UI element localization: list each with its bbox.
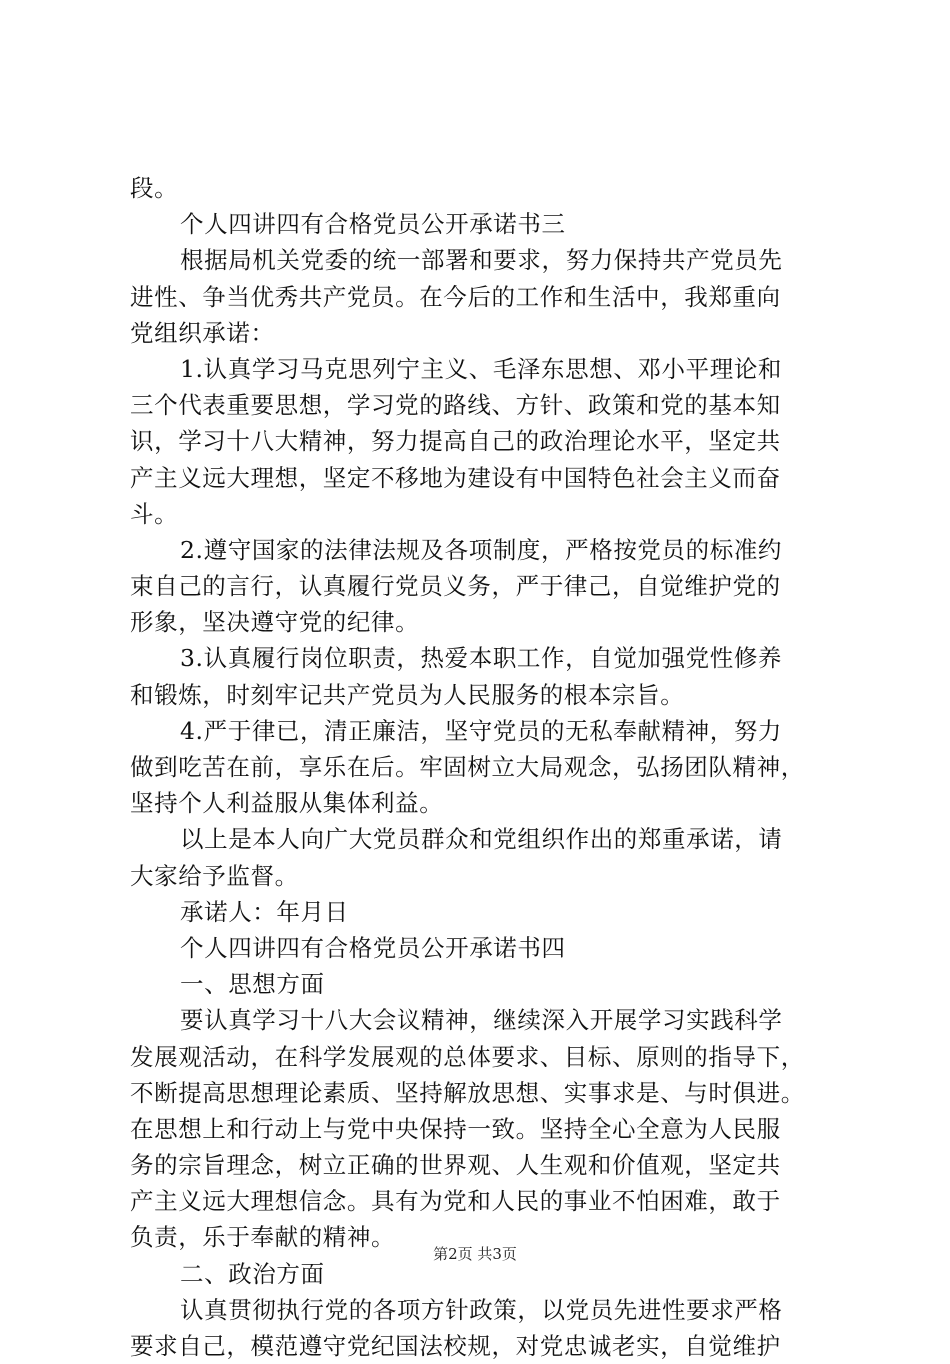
text-line: 3.认真履行岗位职责，热爱本职工作，自觉加强党性修养	[180, 644, 783, 673]
text-line: 和锻炼，时刻牢记共产党员为人民服务的根本宗旨。	[130, 680, 685, 709]
text-line: 认真贯彻执行党的各项方针政策，以党员先进性要求严格	[180, 1295, 783, 1324]
text-line: 一、思想方面	[180, 970, 325, 999]
text-line: 产主义远大理想，坚定不移地为建设有中国特色社会主义而奋	[130, 463, 781, 492]
text-line: 二、政治方面	[180, 1259, 325, 1288]
text-line: 4.严于律已，清正廉洁，坚守党员的无私奉献精神，努力	[180, 716, 783, 745]
text-line: 个人四讲四有合格党员公开承诺书三	[180, 210, 566, 239]
document-body	[130, 170, 830, 1364]
text-line: 发展观活动，在科学发展观的总体要求、目标、原则的指导下，	[130, 1042, 805, 1071]
text-line: 识，学习十八大精神，努力提高自己的政治理论水平，坚定共	[130, 427, 781, 456]
text-line: 产主义远大理想信念。具有为党和人民的事业不怕困难，敢于	[130, 1187, 781, 1216]
text-line: 党组织承诺：	[130, 318, 275, 347]
text-line: 不断提高思想理论素质、坚持解放思想、实事求是、与时俱进。	[130, 1078, 805, 1107]
text-line: 坚持个人利益服从集体利益。	[130, 789, 444, 818]
text-line: 在思想上和行动上与党中央保持一致。坚持全心全意为人民服	[130, 1114, 781, 1143]
text-line: 做到吃苦在前，享乐在后。牢固树立大局观念，弘扬团队精神，	[130, 753, 805, 781]
text-line: 形象，坚决遵守党的纪律。	[130, 608, 420, 637]
text-line: 进性、争当优秀共产党员。在今后的工作和生活中，我郑重向	[130, 282, 781, 311]
text-line: 三个代表重要思想，学习党的路线、方针、政策和党的基本知	[130, 391, 781, 420]
text-line: 负责，乐于奉献的精神。	[130, 1223, 396, 1252]
text-line: 以上是本人向广大党员群众和党组织作出的郑重承诺，请	[180, 825, 783, 854]
text-line: 要求自己，模范遵守党纪国法校规，对党忠诚老实，自觉维护	[130, 1332, 781, 1360]
text-line: 斗。	[130, 499, 179, 528]
text-line: 承诺人：年月日	[180, 897, 349, 926]
text-line: 大家给予监督。	[130, 861, 299, 890]
text-line: 段。	[130, 174, 179, 202]
text-line: 个人四讲四有合格党员公开承诺书四	[180, 933, 566, 962]
text-line: 要认真学习十八大会议精神，继续深入开展学习实践科学	[180, 1006, 783, 1035]
text-line: 1.认真学习马克思列宁主义、毛泽东思想、邓小平理论和	[180, 354, 783, 383]
page-footer: 第2页 共3页	[433, 1245, 517, 1263]
text-line: 务的宗旨理念，树立正确的世界观、人生观和价值观，坚定共	[130, 1151, 781, 1180]
text-line: 束自己的言行，认真履行党员义务，严于律己，自觉维护党的	[130, 572, 781, 601]
text-line: 2.遵守国家的法律法规及各项制度，严格按党员的标准约	[180, 535, 783, 564]
text-line: 根据局机关党委的统一部署和要求，努力保持共产党员先	[180, 246, 783, 275]
